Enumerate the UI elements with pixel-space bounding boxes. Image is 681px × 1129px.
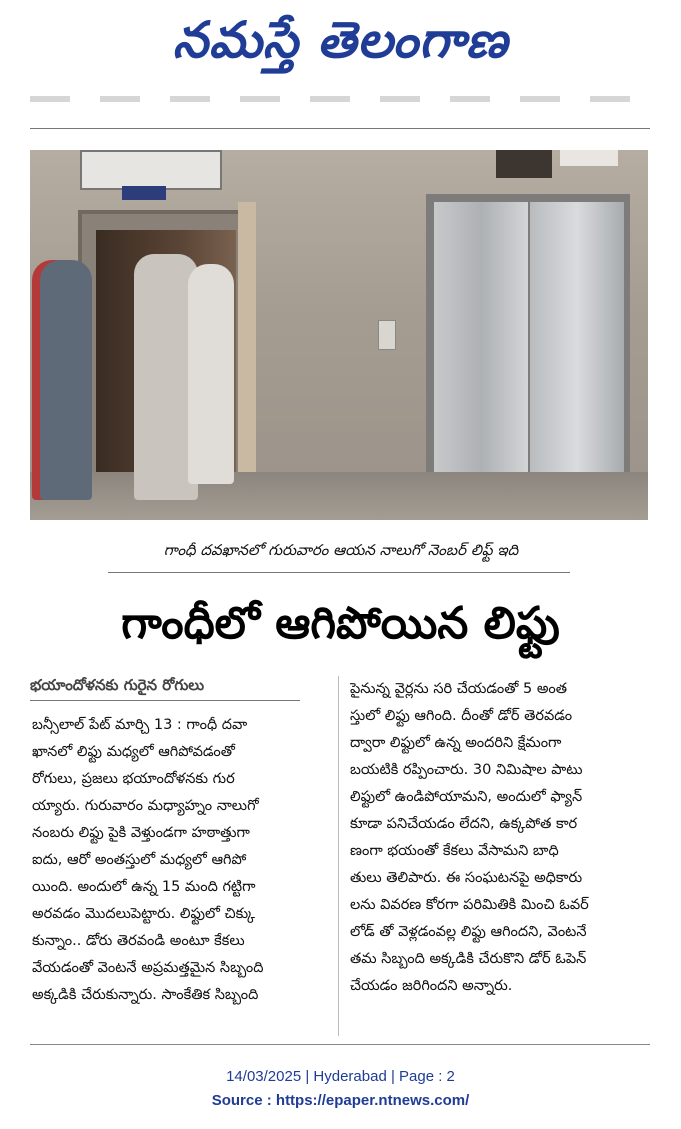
- article-line: చేయడం జరిగిందని అన్నారు.: [350, 978, 513, 994]
- article-line: రోగులు, ప్రజలు భయాందోళనకు గుర: [32, 771, 235, 787]
- article-line: ద్వారా లిఫ్టులో ఉన్న అందరిని క్షేమంగా: [350, 735, 562, 751]
- article-line: బయటికి రప్పించారు. 30 నిమిషాల పాటు: [350, 762, 583, 778]
- article-line: కున్నాం.. డోరు తెరవండి అంటూ కేకలు: [32, 933, 245, 949]
- article-line: ఖానలో లిఫ్టు మధ్యలో ఆగిపోవడంతో: [32, 744, 235, 760]
- photo-notice-board: [80, 150, 222, 190]
- article-line: స్తులో లిఫ్టు ఆగింది. దీంతో డోర్ తెరవడం: [350, 708, 573, 724]
- photo-right-lift-door-left: [434, 202, 528, 502]
- article-line: లను వివరణ కోరగా పరిమితికి మించి ఓవర్: [350, 897, 589, 913]
- article-line: ణంగా భయంతో కేకలు వేసామని బాధి: [350, 843, 559, 859]
- article-line: లోడ్ తో వెళ్లడంవల్ల లిఫ్టు ఆగిందని, వెంటనే: [350, 924, 587, 940]
- masthead-logo: నమస్తే తెలంగాణ: [172, 10, 509, 69]
- article-line: అక్కడికి చేరుకున్నారు. సాంకేతిక సిబ్బంది: [32, 987, 259, 1003]
- photo-floor: [30, 472, 648, 520]
- article-subhead: భయాందోళనకు గురైన రోగులు: [30, 676, 205, 694]
- photo-call-button: [378, 320, 396, 350]
- article-line: యింది. అందులో ఉన్న 15 మంది గట్టిగా: [32, 879, 256, 895]
- masthead: [0, 0, 681, 80]
- article-line: వేయడంతో వెంటనే అప్రమత్తమైన సిబ్బంది: [32, 960, 264, 976]
- article-line: ఐదు, ఆరో అంతస్తులో మధ్యలో ఆగిపో: [32, 852, 247, 868]
- footer-date-page: 14/03/2025 | Hyderabad | Page : 2: [226, 1068, 455, 1085]
- photo-floor-number-plate: [560, 150, 618, 166]
- article-column-left: [32, 712, 328, 1009]
- article-line: నంబరు లిఫ్టు పైకి వెళ్తుండగా హఠాత్తుగా: [32, 825, 250, 841]
- article-photo: [30, 150, 648, 520]
- article-line: తమ సిబ్బంది అక్కడికి చేరుకొని డోర్ ఓపెన్: [350, 951, 587, 967]
- article-line: తులు తెలిపారు. ఈ సంఘటనపై అధికారు: [350, 870, 583, 886]
- caption-divider: [108, 572, 570, 573]
- article-line: పైనున్న వైర్లను సరి చేయడంతో 5 అంత: [350, 681, 568, 697]
- photo-person-4: [188, 264, 234, 484]
- photo-caption: గాంధీ దవఖానలో గురువారం ఆయన నాలుగో నెంబర్ లిఫ్ట్ ఇది: [163, 541, 519, 559]
- article-line: య్యారు. గురువారం మధ్యాహ్నం నాలుగో: [32, 798, 259, 814]
- subhead-divider: [30, 700, 300, 701]
- photo-right-lift-door-right: [530, 202, 624, 502]
- article-line: బన్సీలాల్ పేట్ మార్చి 13 : గాంధీ దవా: [32, 717, 248, 733]
- masthead-divider: [30, 128, 650, 129]
- column-divider: [338, 676, 339, 1036]
- footer-source-link[interactable]: Source : https://epaper.ntnews.com/: [211, 1092, 470, 1109]
- article-line: అరవడం మొదలుపెట్టారు. లిఫ్టులో చిక్కు: [32, 906, 255, 922]
- article-column-right: [350, 676, 646, 1000]
- article-line: కూడా పనిచేయడం లేదని, ఉక్కపోత కార: [350, 816, 578, 832]
- masthead-faint-rule: [30, 96, 650, 102]
- article-headline: గాంధీలో ఆగిపోయిన లిఫ్టు: [121, 598, 560, 649]
- footer-divider: [30, 1044, 650, 1045]
- photo-person-2: [40, 260, 92, 500]
- photo-floor-display: [496, 150, 552, 178]
- photo-left-panel: [238, 202, 256, 512]
- article-line: లిఫ్టులో ఉండిపోయామని, అందులో ఫ్యాన్: [350, 789, 583, 805]
- photo-lift-sign: [122, 186, 166, 200]
